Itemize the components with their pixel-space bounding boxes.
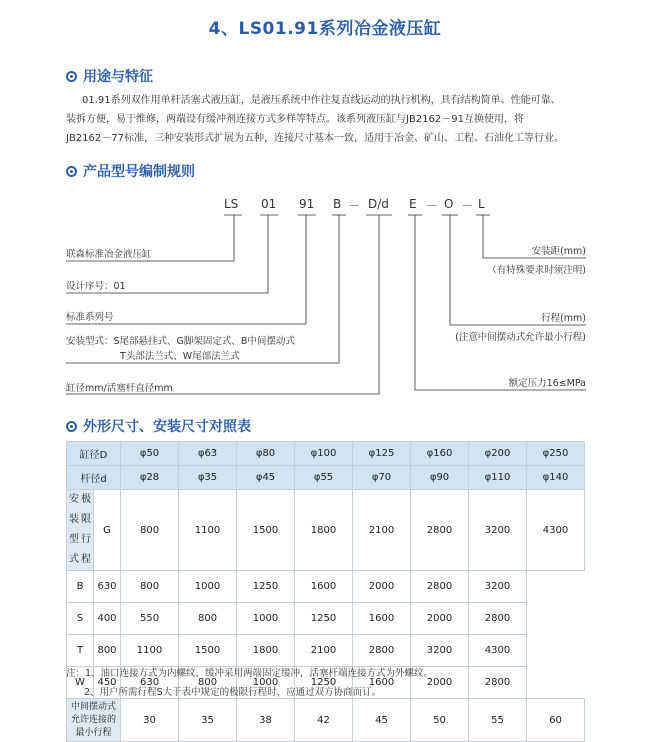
code-part-series: LS (224, 197, 239, 211)
table-cell: φ250 (527, 442, 585, 466)
label-standard-cylinder: 联森标准冶金液压缸 (66, 249, 152, 260)
mount-type-group-label: 安 装 型 式 极 限 行 程 (67, 490, 94, 571)
table-cell: φ200 (469, 442, 527, 466)
table-cell: 4300 (527, 490, 585, 571)
usage-line: 01.91系列双作用单杆活塞式液压缸，是液压系统中作往复直线运动的执行机构，具有结构简单、性能可靠、 (82, 95, 561, 106)
table-cell: φ35 (179, 466, 237, 490)
table-cell: 800 (94, 635, 121, 667)
table-cell: 2100 (353, 490, 411, 571)
table-cell: 1800 (295, 490, 353, 571)
table-row-rod (67, 466, 585, 490)
table-cell: 2800 (411, 490, 469, 571)
mount-type-cell: W (67, 667, 94, 699)
table-cell: 1600 (353, 667, 411, 699)
table-cell: 1000 (179, 571, 237, 603)
circle-bullet-icon (66, 71, 77, 82)
table-cell: 800 (121, 571, 179, 603)
usage-line: JB2162－77标准，三种安装形式扩展为五种，连接尺寸基本一致，适用于冶金、矿山、工程、石油化工等行业。 (66, 133, 564, 144)
table-cell: 550 (121, 603, 179, 635)
table-cell: 2100 (295, 635, 353, 667)
table-cell: 2800 (469, 667, 527, 699)
table-cell: 3200 (411, 635, 469, 667)
table-cell: 2000 (411, 603, 469, 635)
label-rated-pressure: 额定压力16≤MPa (508, 378, 586, 389)
table-cell: φ70 (353, 466, 411, 490)
label-mount-types-2: T头部法兰式、W尾部法兰式 (120, 351, 240, 362)
table-cell: 60 (527, 699, 585, 742)
table-cell: 450 (94, 667, 121, 699)
section-heading-model-code: 产品型号编制规则 (66, 161, 195, 181)
note-line: 注：1、油口连接方式为内螺纹，缓冲采用两端固定缓冲，活塞杆端连接方式为外螺纹。 (66, 668, 434, 679)
code-part-stroke: O (444, 197, 454, 211)
mount-type-cell: T (67, 635, 94, 667)
table-cell: 1100 (121, 635, 179, 667)
table-cell: 630 (121, 667, 179, 699)
label-design-no: 设计序号：01 (66, 281, 126, 292)
min-stroke-label: 中间摆动式 允许连接的 最小行程 (67, 699, 121, 742)
label-bore-rod: 缸径mm/活塞杆直径mm (66, 383, 173, 394)
table-cell: 55 (469, 699, 527, 742)
label-stroke: 行程(mm) (541, 313, 586, 324)
table-row (67, 635, 585, 667)
table-cell: φ125 (353, 442, 411, 466)
table-cell: φ50 (121, 442, 179, 466)
leader-lines (66, 185, 586, 400)
notes (66, 664, 433, 702)
table-cell: φ90 (411, 466, 469, 490)
mount-type-cell: G (94, 490, 121, 571)
circle-bullet-icon (66, 166, 77, 177)
usage-line: 装拆方便，易于维修，两端设有缓冲剂连接方式多样等特点。该系列液压缸与JB2162－91互换使用，将 (66, 114, 524, 125)
code-part-mount: B (333, 197, 342, 211)
label-mount-types: 安装型式：S尾部悬挂式、G脚架固定式、B中间摆动式 (66, 336, 295, 347)
table-cell: φ80 (237, 442, 295, 466)
table-cell: 50 (411, 699, 469, 742)
table-row (67, 571, 585, 603)
model-code-diagram (66, 185, 586, 400)
code-part-standard: 91 (299, 197, 315, 211)
table-cell: 1100 (179, 490, 237, 571)
table-cell: φ45 (237, 466, 295, 490)
table-cell: φ100 (295, 442, 353, 466)
table-cell: 1250 (237, 571, 295, 603)
label-install-note: （有特殊要求时须注明) (487, 265, 586, 276)
label-install-distance: 安装距(mm) (531, 246, 586, 257)
table-cell: φ110 (469, 466, 527, 490)
code-part-install-distance: L (478, 197, 485, 211)
code-part-dash: － (348, 199, 361, 213)
table-cell: 400 (94, 603, 121, 635)
table-cell: 800 (179, 667, 237, 699)
table-cell: φ28 (121, 466, 179, 490)
table-row (67, 490, 585, 571)
table-cell: φ55 (295, 466, 353, 490)
table-row (67, 603, 585, 635)
table-cell: 1600 (295, 571, 353, 603)
label-stroke-note: (注意中间摆动式允许最小行程) (455, 332, 586, 343)
table-cell: 45 (353, 699, 411, 742)
mount-type-cell: B (67, 571, 94, 603)
page-title: 4、LS01.91系列冶金液压缸 (208, 19, 442, 39)
table-cell: 3200 (469, 490, 527, 571)
table-cell: 800 (179, 603, 237, 635)
table-cell: 800 (121, 490, 179, 571)
bore-header: 缸径D (67, 442, 121, 466)
table-cell: 2800 (353, 635, 411, 667)
table-cell: 2000 (411, 667, 469, 699)
usage-paragraph (66, 91, 586, 148)
table-cell: 2800 (411, 571, 469, 603)
table-cell: 2000 (353, 571, 411, 603)
section-heading-dimensions: 外形尺寸、安装尺寸对照表 (66, 416, 251, 436)
table-cell: φ63 (179, 442, 237, 466)
table-cell: 1250 (295, 603, 353, 635)
table-cell: φ140 (527, 466, 585, 490)
section-heading-usage: 用途与特征 (66, 66, 153, 86)
table-cell: 3200 (469, 571, 527, 603)
table-cell: 1250 (295, 667, 353, 699)
code-part-bore-rod: D/d (368, 197, 389, 211)
code-part-dash: － (461, 199, 474, 213)
table-cell: φ160 (411, 442, 469, 466)
table-row-min-stroke (67, 699, 585, 742)
table-cell: 1600 (353, 603, 411, 635)
table-cell: 4300 (469, 635, 527, 667)
table-cell: 1500 (237, 490, 295, 571)
label-standard-series: 标准系列号 (66, 312, 114, 323)
table-cell: 42 (295, 699, 353, 742)
mount-type-cell: S (67, 603, 94, 635)
code-part-dash: － (426, 199, 439, 213)
table-cell: 1000 (237, 667, 295, 699)
code-part-pressure: E (409, 197, 417, 211)
table-cell: 2800 (469, 603, 527, 635)
circle-bullet-icon (66, 421, 77, 432)
note-line: 2、用户所需行程S大于表中规定的极限行程时，应通过双方协商而订。 (84, 687, 382, 698)
table-cell: 630 (94, 571, 121, 603)
table-cell: 30 (121, 699, 179, 742)
table-cell: 35 (179, 699, 237, 742)
table-cell: 1000 (237, 603, 295, 635)
table-row-bore (67, 442, 585, 466)
table-cell: 1800 (237, 635, 295, 667)
code-part-design-no: 01 (261, 197, 277, 211)
table-cell: 1500 (179, 635, 237, 667)
table-cell: 38 (237, 699, 295, 742)
rod-header: 杆径d (67, 466, 121, 490)
